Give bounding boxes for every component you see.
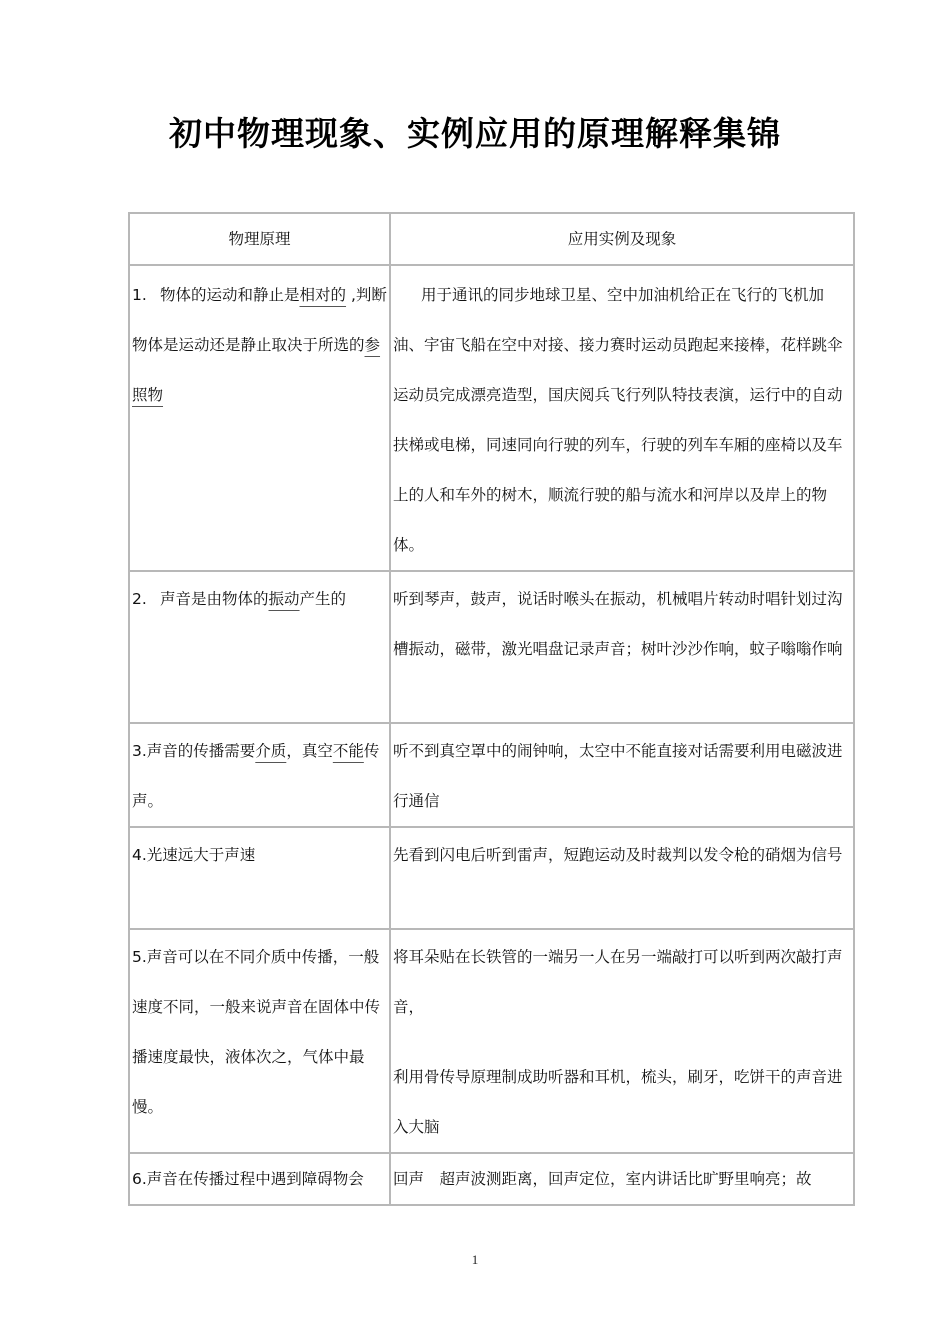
paragraph-gap xyxy=(393,1032,851,1052)
example-text: 先看到闪电后听到雷声，短跑运动及时裁判以发令枪的硝烟为信号 xyxy=(393,846,843,864)
examples-cell xyxy=(390,723,854,827)
table-row xyxy=(129,265,854,571)
header-examples: 应用实例及现象 xyxy=(390,213,854,265)
example-text: 回声 超声波测距离，回声定位，室内讲话比旷野里响亮；故 xyxy=(393,1170,812,1188)
principle-cell: 6.声音在传播过程中遇到障碍物会 xyxy=(129,1153,390,1205)
row-number: 2. xyxy=(132,590,147,608)
keyword-reference-object: 参照物 xyxy=(132,336,381,404)
keyword-medium: 介质 xyxy=(255,742,287,760)
table-row xyxy=(129,929,854,1153)
examples-cell xyxy=(390,827,854,929)
example-text: 利用骨传导原理制成助听器和耳机，梳头，刷牙，吃饼干的声音进入大脑 xyxy=(393,1068,843,1136)
row-number: 1. xyxy=(132,286,147,304)
example-text: 听不到真空罩中的闹钟响，太空中不能直接对话需要利用电磁波进行通信 xyxy=(393,742,843,810)
examples-cell xyxy=(390,929,854,1153)
table-row xyxy=(129,1153,854,1205)
principle-cell: 3.声音的传播需要介质，真空不能传声。 xyxy=(129,723,390,827)
table-header-row xyxy=(129,213,854,265)
principles-table xyxy=(128,212,855,1206)
keyword-cannot: 不能 xyxy=(332,742,364,760)
page-number: 1 xyxy=(471,1252,479,1267)
principle-cell xyxy=(129,265,390,571)
principle-cell: 2. 声音是由物体的振动产生的 xyxy=(129,571,390,723)
example-text: 用于通讯的同步地球卫星、空中加油机给正在飞行的飞机加油、宇宙飞船在空中对接、接力赛时运动员跑起来接棒，花样跳伞运动员完成漂亮造型，国庆阅兵飞行列队特技表演，运行中的自动扶梯或电梯，同速同向行驶的列车，行驶的列车车厢的座椅以及车上的人和车外的树木，顺流行驶的船与流水和河岸以及岸上的物体。 xyxy=(393,286,843,554)
principle-text: 物体的运动和静止是相对的 ,判断物体是运动还是静止取决于所选的参照物 xyxy=(132,286,387,404)
keyword-relative: 相对的 xyxy=(299,286,347,304)
table-row xyxy=(129,571,854,723)
examples-cell xyxy=(390,1153,854,1205)
table-row xyxy=(129,827,854,929)
principle-cell: 5.声音可以在不同介质中传播，一般速度不同，一般来说声音在固体中传播速度最快，液体次之，气体中最慢。 xyxy=(129,929,390,1153)
table-row xyxy=(129,723,854,827)
example-text: 听到琴声，鼓声，说话时喉头在振动，机械唱片转动时唱针划过沟槽振动，磁带，激光唱盘记录声音；树叶沙沙作响，蚊子嗡嗡作响 xyxy=(393,590,843,658)
document-title: 初中物理现象、实例应用的原理解释集锦 xyxy=(169,114,781,153)
examples-cell xyxy=(390,571,854,723)
keyword-vibration: 振动 xyxy=(268,590,300,608)
example-text: 将耳朵贴在长铁管的一端另一人在另一端敲打可以听到两次敲打声音， xyxy=(393,948,843,1016)
header-principle: 物理原理 xyxy=(129,213,390,265)
principle-cell: 4.光速远大于声速 xyxy=(129,827,390,929)
examples-cell xyxy=(390,265,854,571)
